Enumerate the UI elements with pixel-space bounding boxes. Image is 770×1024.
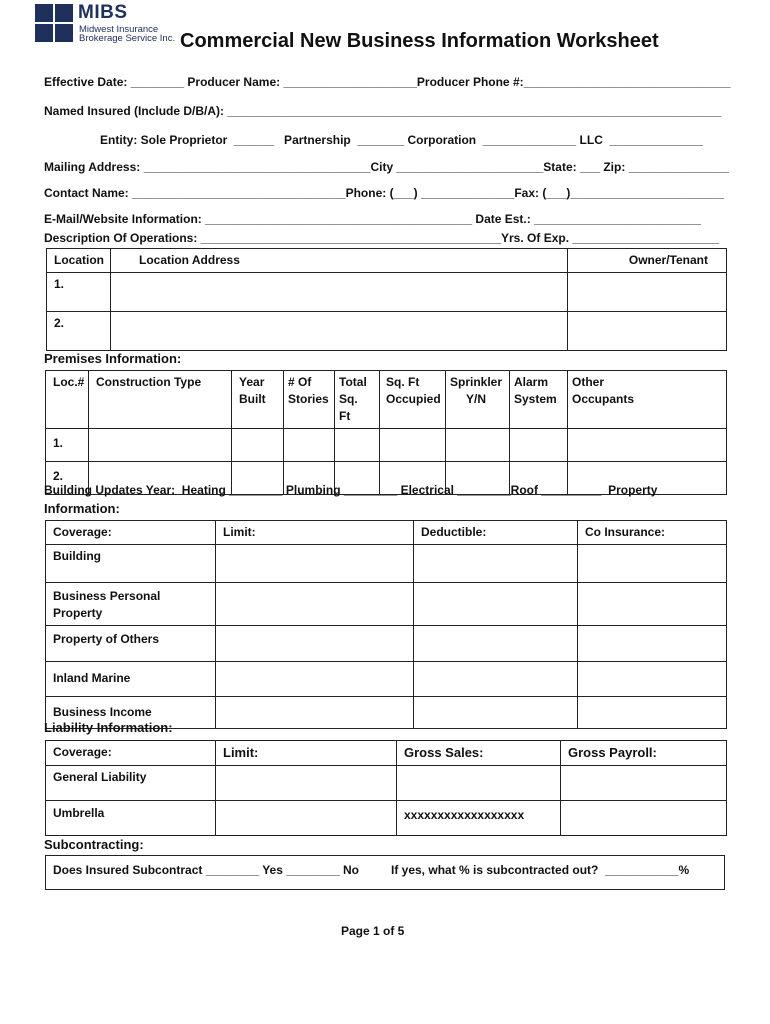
coverage-cell[interactable] [414, 662, 578, 697]
coverage-business-income: Business Income [46, 697, 216, 729]
loc-number-header: Loc.# [46, 371, 89, 429]
liability-table [45, 740, 727, 836]
construction-type-header: Construction Type [89, 371, 232, 429]
owner-tenant-cell[interactable] [568, 312, 727, 351]
table-row [46, 583, 727, 626]
co-insurance-header: Co Insurance: [578, 521, 727, 545]
sqft-occupied-header: Sq. Ft Occupied [380, 371, 446, 429]
location-row-label: 2. [47, 312, 111, 351]
subcontracting-heading: Subcontracting: [44, 837, 144, 852]
location-address-header: Location Address [111, 249, 568, 273]
field-line-named-insured: Named Insured (Include D/B/A): __________________________________________________________________________ [44, 104, 722, 118]
liability-general: General Liability [46, 766, 216, 801]
coverage-cell[interactable] [578, 545, 727, 583]
premises-cell[interactable] [380, 429, 446, 462]
table-row [46, 662, 727, 697]
gross-payroll-header: Gross Payroll: [561, 741, 727, 766]
coverage-inland-marine: Inland Marine [46, 662, 216, 697]
coverage-cell[interactable] [578, 662, 727, 697]
table-row [46, 429, 727, 462]
field-line-email: E-Mail/Website Information: ________________________________________ Date Est.: _________________________ [44, 212, 701, 226]
coverage-cell[interactable] [216, 583, 414, 626]
alarm-system-header: Alarm System [510, 371, 568, 429]
subcontracting-box [45, 855, 725, 890]
umbrella-gross-sales: xxxxxxxxxxxxxxxxxx [397, 801, 561, 836]
premises-cell[interactable] [510, 429, 568, 462]
coverage-cell[interactable] [578, 626, 727, 662]
property-coverage-table [45, 520, 727, 729]
table-row [46, 766, 727, 801]
field-line-contact: Contact Name: ________________________________Phone: (___) ______________Fax: (___)_______________________ [44, 186, 724, 200]
owner-tenant-cell[interactable] [568, 273, 727, 312]
coverage-cell[interactable] [216, 697, 414, 729]
stories-header: # Of Stories [284, 371, 335, 429]
premises-cell[interactable] [568, 429, 727, 462]
liability-cell[interactable] [216, 801, 397, 836]
location-table [46, 248, 727, 351]
coverage-cell[interactable] [414, 583, 578, 626]
page-title: Commercial New Business Information Worksheet [180, 30, 659, 52]
logo-line1: Midwest Insurance [79, 24, 159, 35]
location-header: Location [47, 249, 111, 273]
liability-cell[interactable] [561, 801, 727, 836]
premises-heading: Premises Information: [44, 351, 182, 366]
premises-row-label: 2. [46, 462, 89, 495]
coverage-cell[interactable] [414, 545, 578, 583]
location-address-cell[interactable] [111, 312, 568, 351]
subcontract-question: Does Insured Subcontract ________ Yes ________ No [53, 863, 359, 877]
logo-name: MIBS [78, 2, 128, 23]
premises-table [45, 370, 727, 495]
liability-cell[interactable] [216, 766, 397, 801]
gross-sales-header: Gross Sales: [397, 741, 561, 766]
table-row [46, 545, 727, 583]
field-line-mailing: Mailing Address: __________________________________City ______________________State: ___ Zip: _______________ [44, 160, 729, 174]
property-information-heading: Information: [44, 501, 120, 516]
table-row [47, 312, 727, 351]
field-line-effective-date: Effective Date: ________ Producer Name: ____________________Producer Phone #:_______________________________ [44, 75, 731, 89]
coverage-cell[interactable] [216, 662, 414, 697]
total-sqft-header: Total Sq. Ft [335, 371, 380, 429]
premises-cell[interactable] [446, 429, 510, 462]
limit-header: Limit: [216, 521, 414, 545]
location-address-cell[interactable] [111, 273, 568, 312]
owner-tenant-header: Owner/Tenant [568, 249, 727, 273]
field-line-description: Description Of Operations: _____________________________________________Yrs. Of Exp. ______________________ [44, 231, 720, 245]
logo-square-3 [35, 24, 53, 42]
coverage-header: Coverage: [46, 521, 216, 545]
liability-limit-header: Limit: [216, 741, 397, 766]
coverage-cell[interactable] [414, 697, 578, 729]
logo-line2: Brokerage Service Inc. [79, 33, 176, 44]
subcontract-percent: If yes, what % is subcontracted out? ___________% [391, 863, 690, 877]
coverage-cell[interactable] [578, 583, 727, 626]
liability-cell[interactable] [561, 766, 727, 801]
other-occupants-header: Other Occupants [568, 371, 727, 429]
premises-cell[interactable] [284, 429, 335, 462]
premises-row-label: 1. [46, 429, 89, 462]
coverage-cell[interactable] [216, 626, 414, 662]
table-row [46, 801, 727, 836]
deductible-header: Deductible: [414, 521, 578, 545]
liability-coverage-header: Coverage: [46, 741, 216, 766]
table-row [47, 273, 727, 312]
logo-square-2 [55, 4, 73, 22]
location-row-label: 1. [47, 273, 111, 312]
coverage-business-personal-property: Business Personal Property [46, 583, 216, 626]
premises-cell[interactable] [89, 429, 232, 462]
table-row [46, 626, 727, 662]
premises-cell[interactable] [335, 429, 380, 462]
logo-square-1 [35, 4, 53, 22]
liability-heading: Liability Information: [44, 720, 173, 735]
coverage-cell[interactable] [578, 697, 727, 729]
coverage-cell[interactable] [216, 545, 414, 583]
year-built-header: Year Built [232, 371, 284, 429]
premises-cell[interactable] [232, 429, 284, 462]
page-number: Page 1 of 5 [341, 924, 405, 938]
sprinkler-header: Sprinkler Y/N [446, 371, 510, 429]
liability-umbrella: Umbrella [46, 801, 216, 836]
coverage-cell[interactable] [414, 626, 578, 662]
liability-cell[interactable] [397, 766, 561, 801]
building-updates-line: Building Updates Year: Heating ________ Plumbing ________ Electrical ________Roof _________ Property [44, 483, 658, 497]
logo-square-4 [55, 24, 73, 42]
field-line-entity: Entity: Sole Proprietor ______ Partnership _______ Corporation ______________ LLC ______________ [100, 133, 703, 147]
coverage-building: Building [46, 545, 216, 583]
coverage-property-of-others: Property of Others [46, 626, 216, 662]
